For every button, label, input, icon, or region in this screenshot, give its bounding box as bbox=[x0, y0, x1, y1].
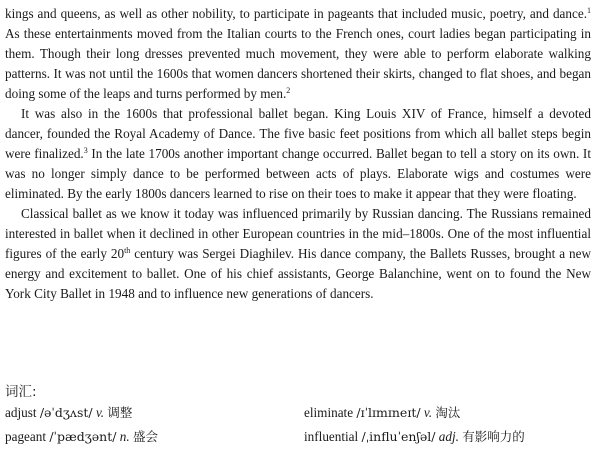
paragraph-text: In the late 1700s another important change occurred. Ballet began to tell a story on its own. It was no longer simply dance to be performed between acts of plays. Elaborate wigs and costumes were eliminated. By the early 1800s dancers learned to rise on their toes to make it appear that they were floating. bbox=[5, 146, 591, 201]
vocab-ipa: /ˈpædʒənt/ bbox=[49, 429, 117, 444]
vocab-ipa: /ɪˈlɪmɪneɪt/ bbox=[356, 405, 421, 420]
vocab-pos: n. bbox=[119, 429, 130, 444]
vocab-meaning: 淘汰 bbox=[435, 405, 461, 420]
vocab-entry-eliminate bbox=[304, 403, 460, 423]
vocab-entry-influential bbox=[304, 427, 525, 447]
paragraph-2 bbox=[5, 104, 591, 204]
vocab-pos: adj. bbox=[438, 429, 459, 444]
paragraph-1 bbox=[5, 4, 591, 104]
paragraph-text: It was also in the 1600s that professional ballet began. King Louis XIV of France, himself a devoted dancer, founded the Royal Academy of Dance. The five basic feet positions from which all ballet steps begin were finalized. bbox=[5, 106, 591, 161]
footnote-marker: 1 bbox=[587, 6, 591, 15]
vocabulary-heading: 词汇: bbox=[5, 384, 37, 400]
paragraph-3 bbox=[5, 204, 591, 304]
paragraph-text: century was Sergei Diaghilev. His dance company, the Ballets Russes, brought a new energy and excitement to ballet. One of his chief assistants, George Balanchine, went on to found the New York City Ballet in 1948 and to influence new generations of dancers. bbox=[5, 246, 591, 301]
vocab-meaning: 有影响力的 bbox=[462, 429, 525, 444]
vocab-word: influential bbox=[304, 429, 359, 444]
paragraph-text: Classical ballet as we know it today was influenced primarily by Russian dancing. The Russians remained interested in ballet when it declined in other European countries in the mid–1800s. One of the most influential figures of the early 20 bbox=[5, 206, 591, 261]
vocab-ipa: /əˈdʒʌst/ bbox=[39, 405, 93, 420]
vocab-pos: v. bbox=[423, 405, 433, 420]
paragraph-text: As these entertainments moved from the Italian courts to the French ones, court ladies began participating in them. Though their long dresses prevented much movement, they were able to perform elaborate walking patterns. It was not until the 1600s that women dancers shortened their skirts, changed to flat shoes, and began doing some of the leaps and turns performed by men. bbox=[5, 26, 591, 101]
paragraph-text: kings and queens, as well as other nobility, to participate in pageants that included music, poetry, and dance. bbox=[5, 6, 587, 21]
vocab-entry-adjust bbox=[5, 403, 132, 423]
vocab-meaning: 盛会 bbox=[132, 429, 158, 444]
vocab-word: pageant bbox=[5, 429, 47, 444]
vocab-pos: v. bbox=[95, 405, 105, 420]
footnote-marker: th bbox=[124, 246, 131, 255]
vocab-ipa: /ˌinfluˈenʃəl/ bbox=[361, 429, 436, 444]
vocab-meaning: 调整 bbox=[107, 405, 133, 420]
vocab-word: eliminate bbox=[304, 405, 354, 420]
vocab-word: adjust bbox=[5, 405, 37, 420]
article-body bbox=[5, 4, 591, 304]
footnote-marker: 2 bbox=[286, 86, 291, 95]
footnote-marker: 3 bbox=[83, 146, 88, 155]
vocab-entry-pageant bbox=[5, 427, 158, 447]
